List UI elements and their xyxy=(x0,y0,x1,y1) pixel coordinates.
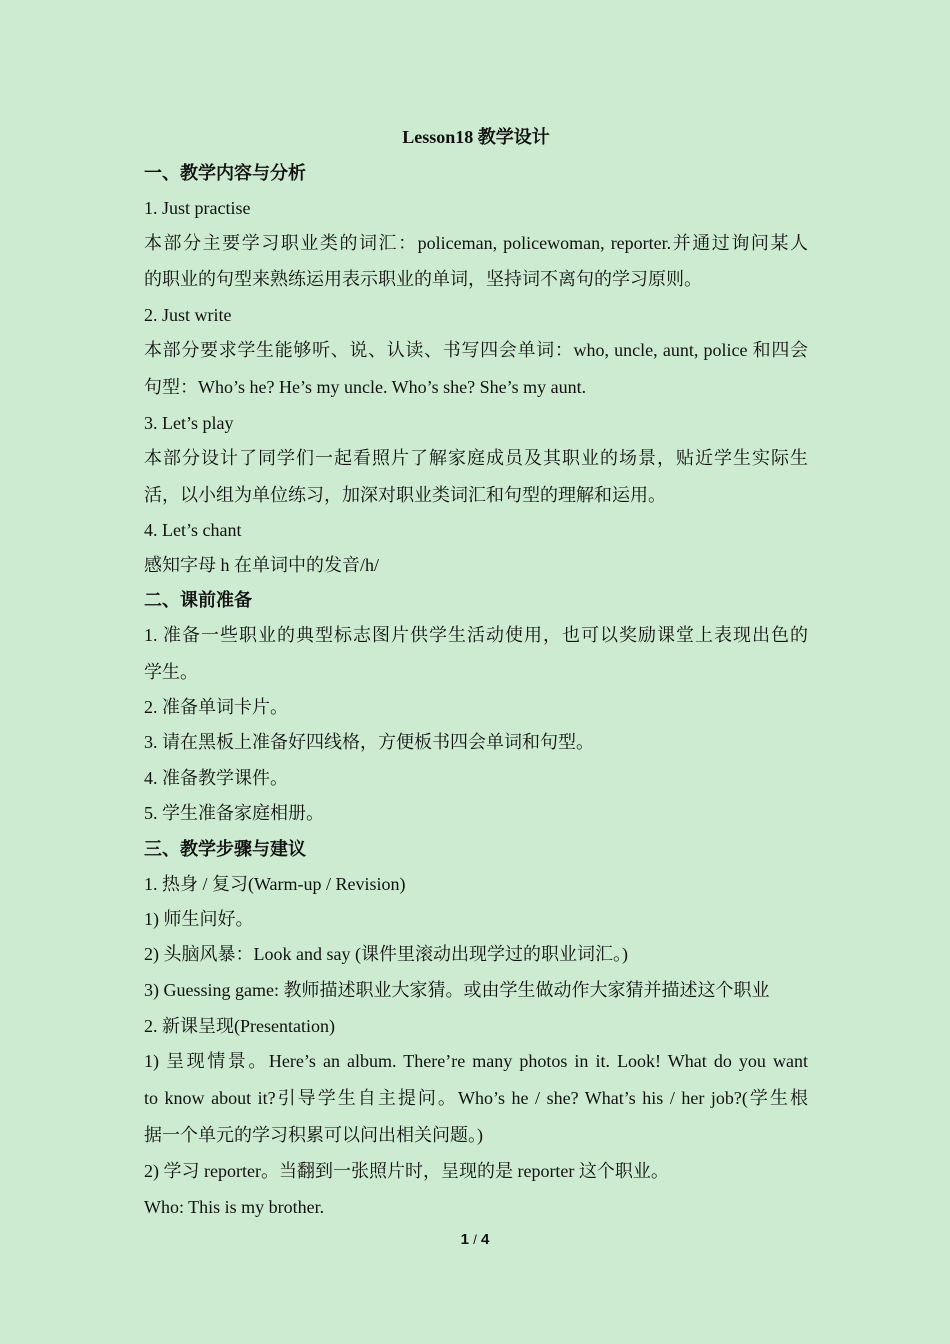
paragraph-line: 1. 热身 / 复习(Warm-up / Revision) xyxy=(144,874,406,894)
paragraph-line: 2. 新课呈现(Presentation) xyxy=(144,1016,335,1036)
page-total: 4 xyxy=(480,1231,490,1248)
paragraph-line: 3. Let’s play xyxy=(144,413,234,433)
section-heading-preparation: 二、课前准备 xyxy=(144,590,252,610)
paragraph-line: 活，以小组为单位练习，加深对职业类词汇和句型的理解和运用。 xyxy=(144,485,666,505)
paragraph-line: 4. Let’s chant xyxy=(144,520,242,540)
paragraph-line: 句型：Who’s he? He’s my uncle. Who’s she? She’s my aunt. xyxy=(144,377,587,397)
document-title: Lesson18 教学设计 xyxy=(402,127,550,147)
paragraph-line: 4. 准备教学课件。 xyxy=(144,768,288,788)
paragraph-line: 本部分要求学生能够听、说、认读、书写四会单词：who, uncle, aunt, police 和四会 xyxy=(144,340,808,360)
paragraph-line: to know about it?引导学生自主提问。Who’s he / she? What’s his / her job?(学生根 xyxy=(144,1088,808,1108)
paragraph-line: 3) Guessing game: 教师描述职业大家猜。或由学生做动作大家猜并描述这个职业 xyxy=(144,980,770,1000)
paragraph-line: 据一个单元的学习积累可以问出相关问题。) xyxy=(144,1125,483,1145)
paragraph-line: 1. 准备一些职业的典型标志图片供学生活动使用，也可以奖励课堂上表现出色的 xyxy=(144,625,808,645)
section-heading-content-analysis: 一、教学内容与分析 xyxy=(144,163,306,183)
page-current: 1 xyxy=(460,1231,470,1248)
paragraph-line: 本部分设计了同学们一起看照片了解家庭成员及其职业的场景，贴近学生实际生 xyxy=(144,448,808,468)
page-number xyxy=(0,1230,950,1250)
paragraph-line: Who: This is my brother. xyxy=(144,1197,325,1217)
section-heading-teaching-steps: 三、教学步骤与建议 xyxy=(144,839,306,859)
paragraph-line: 2) 头脑风暴：Look and say (课件里滚动出现学过的职业词汇。) xyxy=(144,944,628,964)
paragraph-line: 1) 师生问好。 xyxy=(144,909,254,929)
paragraph-line: 的职业的句型来熟练运用表示职业的单词，坚持词不离句的学习原则。 xyxy=(144,269,702,289)
paragraph-line: 感知字母 h 在单词中的发音/h/ xyxy=(144,555,380,575)
paragraph-line: 学生。 xyxy=(144,662,198,682)
paragraph-line: 2. Just write xyxy=(144,305,232,325)
paragraph-line: 2) 学习 reporter。当翻到一张照片时，呈现的是 reporter 这个职业。 xyxy=(144,1161,669,1181)
paragraph-line: 本部分主要学习职业类的词汇：policeman, policewoman, reporter.并通过询问某人 xyxy=(144,233,808,253)
paragraph-line: 3. 请在黑板上准备好四线格，方便板书四会单词和句型。 xyxy=(144,732,594,752)
paragraph-line: 5. 学生准备家庭相册。 xyxy=(144,803,324,823)
paragraph-line: 2. 准备单词卡片。 xyxy=(144,697,288,717)
page-separator: / xyxy=(473,1232,477,1247)
paragraph-line: 1. Just practise xyxy=(144,198,251,218)
paragraph-line: 1) 呈现情景。Here’s an album. There’re many photos in it. Look! What do you want xyxy=(144,1051,808,1071)
